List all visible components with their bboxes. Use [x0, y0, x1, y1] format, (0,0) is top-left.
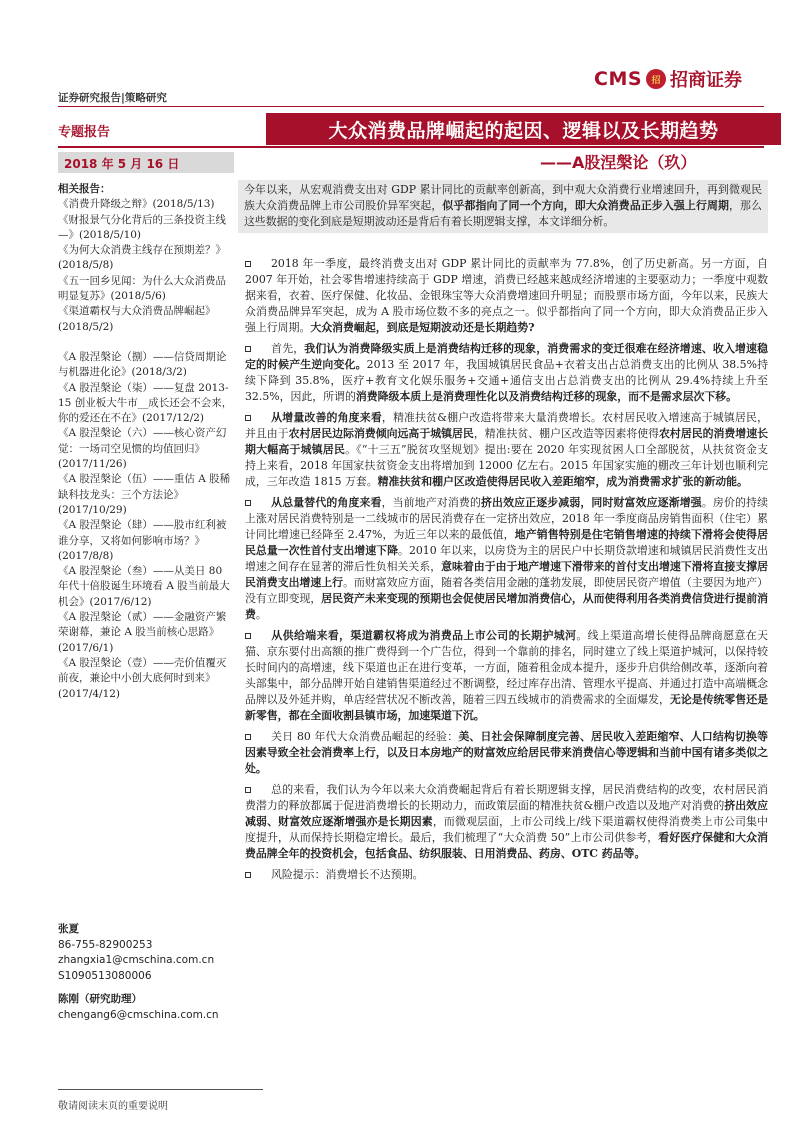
breadcrumb: 证券研究报告|策略研究: [58, 92, 167, 104]
logo-badge-icon: 招: [646, 69, 666, 89]
related-report-link[interactable]: 《A 股涅槃论（贰）——金融资产繁荣谢幕，兼论 A 股当前核心思路》(2017/6/1): [58, 611, 227, 654]
report-date: 2018 年 5 月 16 日: [64, 157, 180, 171]
body-paragraph: 总的来看，我们认为今年以来大众消费崛起背后有着长期逻辑支撑，居民消费结构的改变，农村居民消费潜力的释放都属于促进消费增长的长期动力，而政策层面的精准扶贫&棚户改造以及地产对消费的挤出效应减弱、财富效应逐渐增强亦是长期因素，而微观层面，上市公司线上/线下渠道霸权使得消费类上市公司集中度提升，从而保持长期稳定增长。最后，我们梳理了“大众消费 50”上市公司供参考，看好医疗保健和大众消费品牌全年的投资机会，包括食品、纺织服装、日用消费品、药房、OTC 药品等。: [245, 783, 768, 860]
related-report-link[interactable]: 《渠道霸权与大众消费品牌崛起》(2018/5/2): [58, 305, 216, 333]
abstract-box: 今年以来，从宏观消费支出对 GDP 累计同比的贡献率创新高，到中观大众消费行业增速回升，再到微观民族大众消费品牌上市公司股价异军突起，似乎都指向了同一个方向，即大众消费品正步入强上行周期，那么这些数据的变化到底是短期波动还是背后有着长期逻辑支撑，本文详细分析。: [238, 180, 768, 233]
author-cert: S1090513080006: [58, 969, 152, 982]
related-report-link[interactable]: 《A 股涅槃论（伍）——重估 A 股稀缺科技龙头：三个方法论》(2017/10/29): [58, 473, 231, 516]
related-reports: [58, 182, 234, 702]
related-report-link[interactable]: 《为何大众消费主线存在预期差？》(2018/5/8): [58, 244, 226, 272]
author-email[interactable]: zhangxia1@cmschina.com.cn: [58, 954, 215, 966]
related-report-link[interactable]: 《A 股涅槃论（肆）——股市红利被谁分享，又将如何影响市场？》(2017/8/8): [58, 519, 227, 562]
report-body: [245, 256, 768, 888]
author-name: 张夏: [58, 923, 79, 935]
report-subtitle: ——A股涅槃论（玖）: [540, 153, 697, 172]
company-logo: [594, 66, 764, 92]
body-paragraph: 关日 80 年代大众消费品崛起的经验：美、日社会保障制度完善、居民收入差距缩窄、人口结构切换等因素导致全社会消费率上行，以及日本房地产的财富效应给居民带来消费信心等逻辑和当前中国有诸多类似之处。: [245, 730, 768, 775]
author-phone: 86-755-82900253: [58, 938, 153, 951]
related-report-link[interactable]: 《财报景气分化背后的三条投资主线—》(2018/5/10): [58, 213, 226, 241]
footer-divider: [58, 1089, 263, 1090]
risk-note: 风险提示：消费增长不达预期。: [245, 867, 768, 883]
related-report-link[interactable]: 《A 股涅槃论（柒）——复盘 2013-15 创业板大牛市__成长还会不会来，你的爱还在不在》(2017/12/2): [58, 381, 233, 425]
body-paragraph: 从总量替代的角度来看，当前地产对消费的挤出效应正逐步减弱，同时财富效应逐渐增强。房价的持续上涨对居民消费特别是一二线城市的居民消费存在一定挤出效应，2018 年一季度商品房销售面积（住宅）累计同比增速已经降至 2.47%，为近三年以来的最低值，地产销售特别是住宅销售增速的持续下滑将会使得居民总量一次性首付支出增速下降。2010 年以来，以房贷为主的居民户中长期贷款增速和城镇居民消费性支出增速之间存在显著的滞后性负相关关系，意味着由于由于地产增速下滑带来的首付支出增速下滑将直接支撑居民消费支出增速上行。而财富效应方面，随着各类信用金融的蓬勃发展，即使居民资产增值（主要因为地产）没有立即变现，居民资产未来变现的预期也会促使居民增加消费信心，从而使得利用各类消费信贷进行提前消费。: [245, 496, 768, 621]
logo-chinese: 招商证券: [670, 70, 743, 91]
logo-latin: CMS: [594, 68, 643, 90]
assistant-name: 陈刚（研究助理）: [58, 993, 142, 1005]
related-report-link[interactable]: 《五一回乡见闻：为什么大众消费品明显复苏》(2018/5/6): [58, 274, 226, 303]
report-title: 大众消费品牌崛起的起因、逻辑以及长期趋势: [266, 113, 781, 145]
related-heading: 相关报告：: [58, 183, 111, 195]
related-report-link[interactable]: 《A 股涅槃论（壹）——壳价值覆灭前夜，兼论中小创大底何时到来》(2017/4/12): [58, 656, 227, 700]
related-report-link[interactable]: 《A 股涅槃论（叁）——从美日 80 年代十倍股诞生环境看 A 股当前最大机会》(2017/6/12): [58, 565, 230, 608]
related-report-link[interactable]: 《A 股涅槃论（捌）——信贷周期论与机器进化论》(2018/3/2): [58, 350, 227, 379]
assistant-email[interactable]: chengang6@cmschina.com.cn: [58, 1008, 219, 1021]
author-info: [58, 922, 258, 1023]
footer-note: 敬请阅读末页的重要说明: [58, 1101, 168, 1112]
body-paragraph: 2018 年一季度，最终消费支出对 GDP 累计同比的贡献率为 77.8%，创了历史新高。另一方面，自 2007 年开始，社会零售增速持续高于 GDP 增速，消费已经越来越成经济增速的主要驱动力；一季度中观数据来看，衣着、医疗保健、化妆品、金银珠宝等大众消费增速回升明显；而股票市场方面，今年以来，民族大众消费品牌异军突起，成为 A 股市场位数不多的亮点之一。似乎都指向了同一个方向，即大众消费品正步入强上行周期。大众消费崛起，到底是短期波动还是长期趋势?: [245, 257, 768, 334]
body-paragraph: 从供给端来看，渠道霸权将成为消费品上市公司的长期护城河。线上渠道高增长使得品牌商愿意在天猫、京东要付出高额的推广费得到一个广告位，得到一个靠前的排名，同时建立了线上渠道护城河，以保持较长时间内的高增速，线下渠道也正在进行变革，一方面，随着租金成本提升，逐步升启供给侧改革，逐渐向着头部集中，部分品牌开始自建销售渠道经过不断调整，经过库存出清、管理水平提高、并通过打造中高端概念品牌以及外延并购，单店经营状况不断改善，随着三四五线城市的消费需求的全面爆发，无论是传统零售还是新零售，都在全面收割县镇市场，加速渠道下沉。: [245, 629, 768, 722]
related-report-link[interactable]: 《消费升降级之辩》(2018/5/13): [58, 198, 215, 211]
body-paragraph: 首先，我们认为消费降级实质上是消费结构迁移的现象，消费需求的变迁很难在经济增速、收入增速稳定的时候产生逆向变化。2013 至 2017 年，我国城镇居民食品+衣着支出占总消费支出的比例从 38.5%持续下降到 35.8%，医疗+教育文化娱乐服务+交通+通信支出占总消费支出的比例从 29.4%持续上升至 32.5%，因此，所谓的消费降级本质上是消费理性化以及消费结构迁移的现象，而不是需求层次下移。: [245, 342, 768, 403]
related-report-link[interactable]: 《A 股涅槃论（六）——核心资产幻觉：一场司空见惯的均值回归》(2017/11/26): [58, 427, 227, 471]
body-paragraph: 从增量改善的角度来看，精准扶贫&棚户改造将带来大量消费增长。农村居民收入增速高于城镇居民，并且由于农村居民边际消费倾向远高于城镇居民，精准扶贫、棚户区改造等因素将使得农村居民的消费增速长期大幅高于城镇居民。《“十三五”脱贫攻坚规划》提出:要在 2020 年实现贫困人口全部脱贫，从扶贫资金支持上来看，2018 年国家扶贫资金支出将增加到 12000 亿左右。2015 年国家实施的棚改三年计划也顺利完成，三年改造 1815 万套。精准扶贫和棚户区改造使得居民收入差距缩窄，成为消费需求扩张的新动能。: [245, 411, 768, 488]
report-type: 专题报告: [58, 125, 111, 140]
title-divider: [58, 146, 764, 148]
header-divider: [58, 106, 764, 107]
